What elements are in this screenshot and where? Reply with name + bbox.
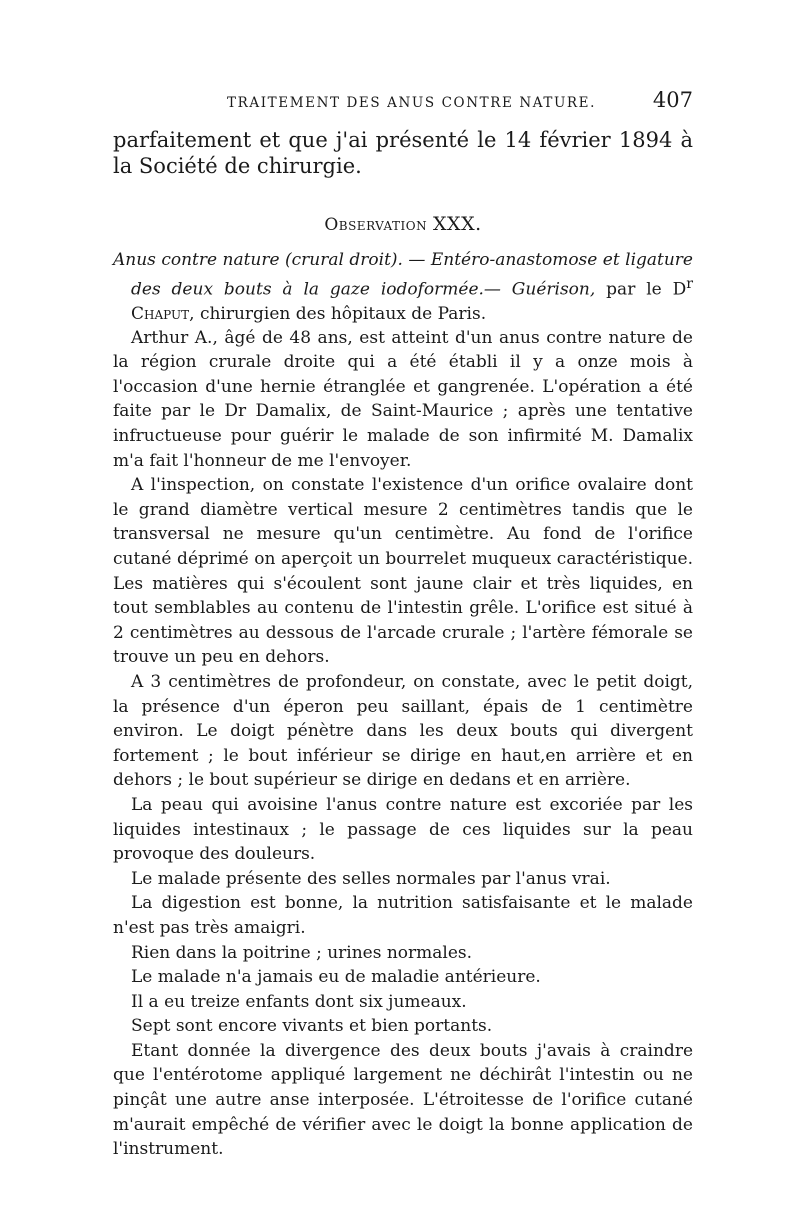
paragraph: La peau qui avoisine l'anus contre nature est excoriée par les liquides intestinaux ; le passage de ces liquides sur la peau provoque des douleurs. xyxy=(113,794,693,865)
paragraph: Arthur A., âgé de 48 ans, est atteint d'un anus contre nature de la région crurale droite qui a été établi il y a onze mois à l'occasion d'une hernie étranglée et gangrenée. L'opération a été faite par le Dr Damalix, de Saint-Maurice ; après une tentative infructueuse pour guérir le malade de son infirmité M. Damalix m'a fait l'honneur de me l'envoyer. xyxy=(113,327,693,471)
paragraph: La digestion est bonne, la nutrition satisfaisante et le malade n'est pas très amaigri. xyxy=(113,893,693,938)
observation-text xyxy=(113,326,693,1162)
author-name: Chaput, xyxy=(131,303,195,324)
paragraph: Il a eu treize enfants dont six jumeaux. xyxy=(131,991,467,1012)
observation-label: Observation xyxy=(324,215,428,235)
observation-heading xyxy=(113,213,693,236)
paragraph: Sept sont encore vivants et bien portants. xyxy=(131,1016,493,1037)
paragraph: A l'inspection, on constate l'existence d'un orifice ovalaire dont le grand diamètre vertical mesure 2 centimètres tandis que le transversal ne mesure qu'un centimètre. Au fond de l'orifice cutané déprimé on aperçoit un bourrelet muqueux caractéristique. Les matières qui s'écoulent sont jaune clair et très liquides, en tout semblables au contenu de l'intestin grêle. L'orifice est situé à 2 centimètres au dessous de l'arcade crurale ; l'artère fémorale se trouve un peu en dehors. xyxy=(113,475,693,668)
author-sup: r xyxy=(686,276,693,292)
paragraph: Etant donnée la divergence des deux bouts j'avais à craindre que l'entérotome appliqué largement ne déchirât l'intestin ou ne pinçât une autre anse interposée. L'étroitesse de l'orifice cutané m'aurait empêché de vérifier avec le doigt la bonne application de l'instrument. xyxy=(113,1040,693,1160)
page-header xyxy=(113,88,693,116)
intro-paragraph: parfaitement et que j'ai présenté le 14 février 1894 à la Société de chirurgie. xyxy=(113,128,693,178)
observation-subject xyxy=(113,248,693,326)
paragraph: Le malade présente des selles normales par l'anus vrai. xyxy=(131,868,611,889)
paragraph: Rien dans la poitrine ; urines normales. xyxy=(131,942,473,963)
paragraph: Le malade n'a jamais eu de maladie antérieure. xyxy=(131,967,541,988)
page-number: 407 xyxy=(652,88,693,112)
observation-number: XXX. xyxy=(433,213,482,235)
page-body xyxy=(113,127,693,1162)
running-head: TRAITEMENT DES ANUS CONTRE NATURE. xyxy=(227,95,597,111)
paragraph: A 3 centimètres de profondeur, on constate, avec le petit doigt, la présence d'un éperon peu saillant, épais de 1 centimètre environ. Le doigt pénètre dans les deux bouts qui divergent fortement ; le bout inférieur se dirige en haut,en arrière et en dehors ; le bout supérieur se dirige en dedans et en arrière. xyxy=(113,671,693,791)
author-suffix: chirurgien des hôpitaux de Paris. xyxy=(199,303,487,324)
subject-title: Anus contre nature (crural droit). — Entéro-anastomose et ligature des deux bouts à la gaze iodoformée.— Guérison, xyxy=(113,250,693,300)
author-prefix: par le D xyxy=(606,279,687,300)
